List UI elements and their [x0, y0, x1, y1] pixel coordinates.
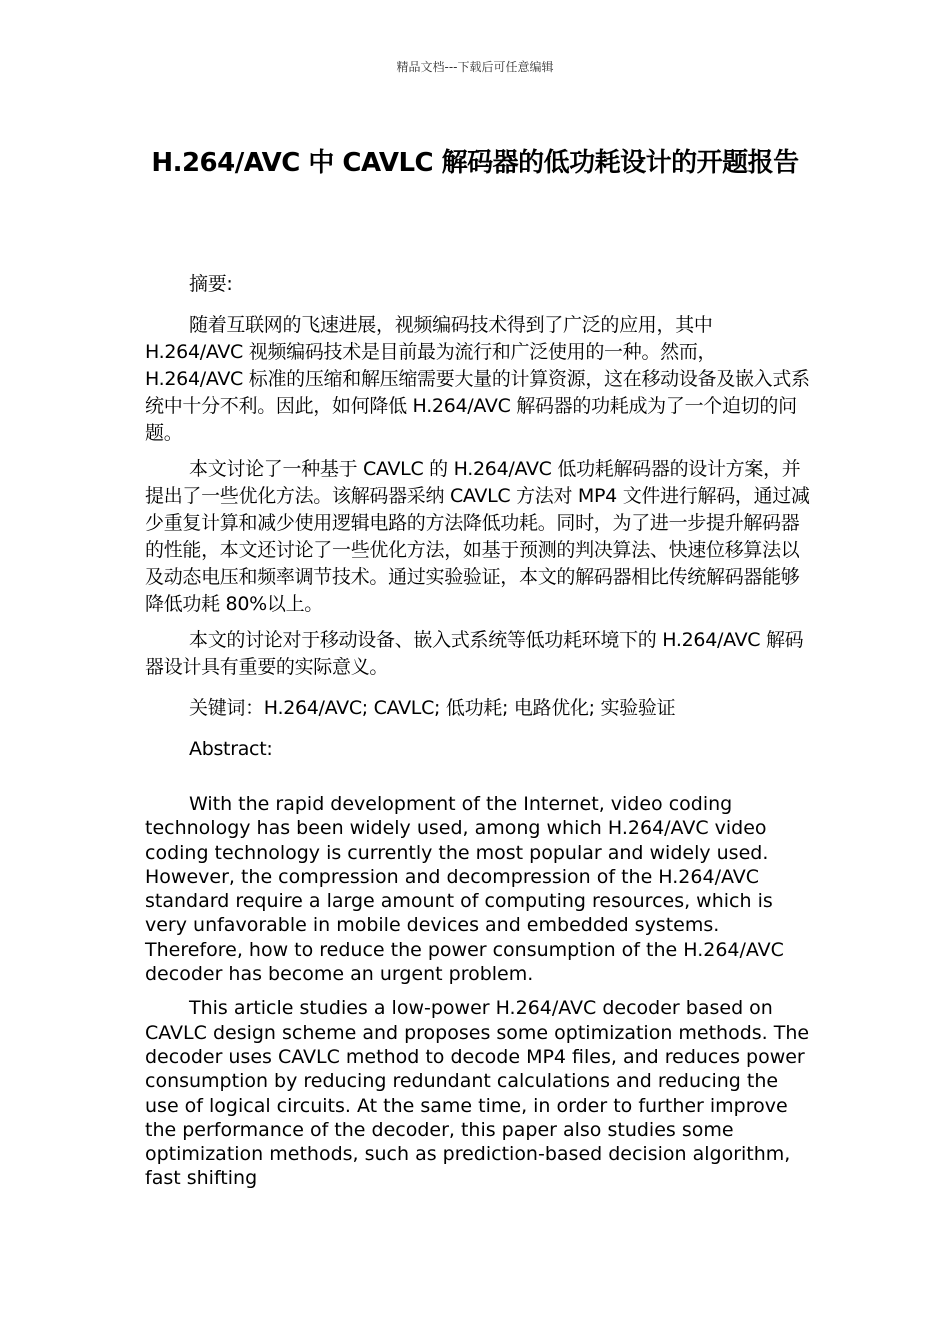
abstract-en-paragraph-1: With the rapid development of the Internet, video coding technology has been widely used, among which H.264/AVC video coding technology is currently the most popular and widely used. However, the compression and decompression of the H.264/AVC standard require a large amount of computing resources, which is very unfavorable in mobile devices and embedded systems. Therefore, how to reduce the power consumption of the H.264/AVC decoder has become an urgent problem. [145, 793, 784, 986]
keywords-line: 关键词：H.264/AVC; CAVLC; 低功耗; 电路优化; 实验验证 [189, 697, 676, 719]
abstract-cn-section [145, 271, 810, 763]
abstract-cn-label: 摘要: [189, 273, 233, 295]
abstract-cn-paragraph-2: 本文讨论了一种基于 CAVLC 的 H.264/AVC 低功耗解码器的设计方案，并提出了一些优化方法。该解码器采纳 CAVLC 方法对 MP4 文件进行解码，通过减少重复计算和减少使用逻辑电路的方法降低功耗。同时，为了进一步提升解码器的性能，本文还讨论了一些优化方法，如基于预测的判决算法、快速位移算法以及动态电压和频率调节技术。通过实验验证，本文的解码器相比传统解码器能够降低功耗 80%以上。 [145, 458, 810, 615]
document-title: H.264/AVC 中 CAVLC 解码器的低功耗设计的开题报告 [151, 148, 799, 178]
abstract-cn-paragraph-3: 本文的讨论对于移动设备、嵌入式系统等低功耗环境下的 H.264/AVC 解码器设计具有重要的实际意义。 [145, 629, 804, 678]
abstract-cn-paragraph-1: 随着互联网的飞速进展，视频编码技术得到了广泛的应用，其中 H.264/AVC 视频编码技术是目前最为流行和广泛使用的一种。然而，H.264/AVC 标准的压缩和解压缩需要大量的计算资源，这在移动设备及嵌入式系统中十分不利。因此，如何降低 H.264/AVC 解码器的功耗成为了一个迫切的问题。 [145, 314, 810, 444]
abstract-en-label: Abstract: [189, 738, 273, 760]
page-header: 精品文档---下载后可任意编辑 [396, 60, 554, 74]
abstract-en-paragraph-2: This article studies a low-power H.264/AVC decoder based on CAVLC design scheme and proposes some optimization methods. The decoder uses CAVLC method to decode MP4 files, and reduces power consumption by reducing redundant calculations and reducing the use of logical circuits. At the same time, in order to further improve the performance of the decoder, this paper also studies some optimization methods, such as prediction-based decision algorithm, fast shifting [145, 997, 810, 1190]
abstract-en-section [145, 792, 810, 1191]
